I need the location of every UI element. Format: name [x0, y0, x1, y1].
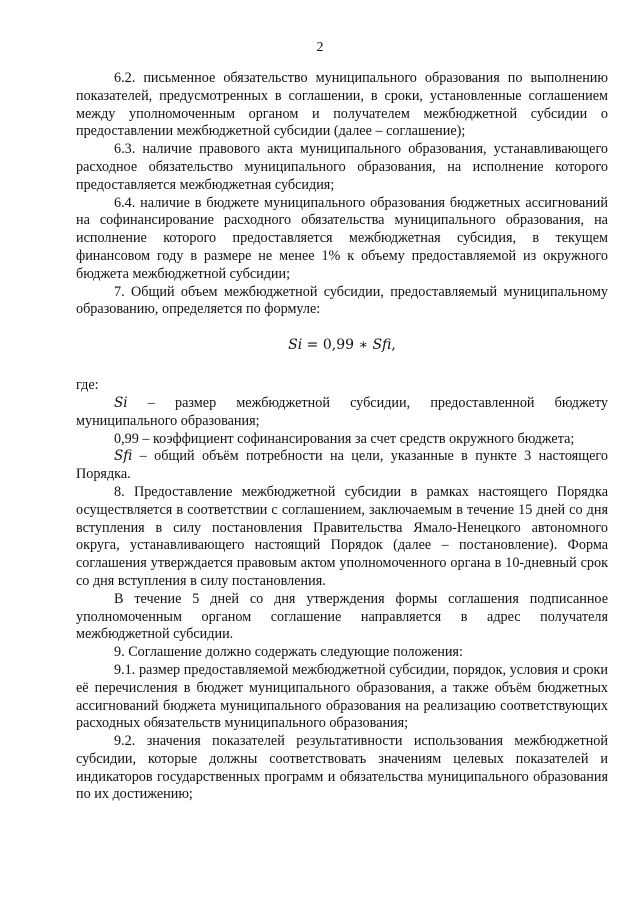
definition-text: 0,99 – коэффициент софинансирования за счет средств окружного бюджета; [114, 430, 575, 447]
formula-equals: = [302, 337, 323, 354]
definition-coefficient [76, 431, 608, 449]
definition-text: – общий объём потребности на цели, указанные в пункте 3 настоящего Порядка. [76, 448, 608, 483]
where-label: где: [76, 377, 99, 394]
paragraph-6-2: 6.2. письменное обязательство муниципального образования по выполнению показателей, предусмотренных в соглашении, в сроки, установленные соглашением между уполномоченным органом и получателем межбюджетной субсидии о предоставлении межбюджетной субсидии (далее – соглашение); [76, 70, 608, 140]
paragraph-9: 9. Соглашение должно содержать следующие положения: [114, 644, 463, 661]
formula-operator: ∗ [354, 337, 373, 354]
paragraph-6-4: 6.4. наличие в бюджете муниципального образования бюджетных ассигнований на софинансирование расходного обязательства муниципального образования, на исполнение которого предоставляется межбюджетная субсидия, в текущем финансовом году в размере не менее 1% к объему предоставляемой из окружного бюджета межбюджетной субсидии; [76, 194, 608, 282]
definition-si [76, 395, 608, 431]
paragraph-6-3: 6.3. наличие правового акта муниципального образования, устанавливающего расходное обязательство муниципального образования, на исполнение которого предоставляется межбюджетная субсидия; [76, 141, 608, 193]
formula [76, 337, 608, 353]
document-body [76, 70, 608, 804]
formula-coefficient: 0,99 [322, 337, 355, 354]
formula-rhs: Sfi [372, 337, 392, 354]
paragraph-8-deadline: В течение 5 дней со дня утверждения формы соглашения подписанное уполномоченным органом соглашение направляется в адрес получателя межбюджетной субсидии. [76, 590, 608, 643]
definition-sfi [76, 448, 608, 484]
formula-tail: , [391, 337, 396, 354]
paragraph-9-2: 9.2. значения показателей результативности использования межбюджетной субсидии, которые должны соответствовать значениям целевых показателей и индикаторов государственных программ и обязательства муниципального образования по их достижению; [76, 733, 608, 803]
definition-symbol: Si [114, 394, 128, 411]
paragraph-8: 8. Предоставление межбюджетной субсидии в рамках настоящего Порядка осуществляется в соответствии с соглашением, заключаемым в течение 15 дней со дня вступления в силу постановления Правительства Ямало-Ненецкого автономного округа, устанавливающего настоящий Порядок (далее – постановление). Форма соглашения утверждается правовым актом уполномоченного органа в 10-дневный срок со дня вступления в силу постановления. [76, 483, 608, 589]
paragraph-9-1: 9.1. размер предоставляемой межбюджетной субсидии, порядок, условия и сроки её перечисления в бюджет муниципального образования, а также объём бюджетных ассигнований бюджета муниципального образования на реализацию соответствующих расходных обязательств муниципального образования; [76, 661, 608, 732]
page-number: 2 [316, 40, 324, 55]
definition-symbol: Sfi [114, 448, 133, 465]
formula-lhs: Si [288, 337, 303, 354]
definition-text: – размер межбюджетной субсидии, предоставленной бюджету муниципального образования; [76, 394, 608, 429]
paragraph-7: 7. Общий объем межбюджетной субсидии, предоставляемый муниципальному образованию, определяется по формуле: [76, 283, 608, 318]
